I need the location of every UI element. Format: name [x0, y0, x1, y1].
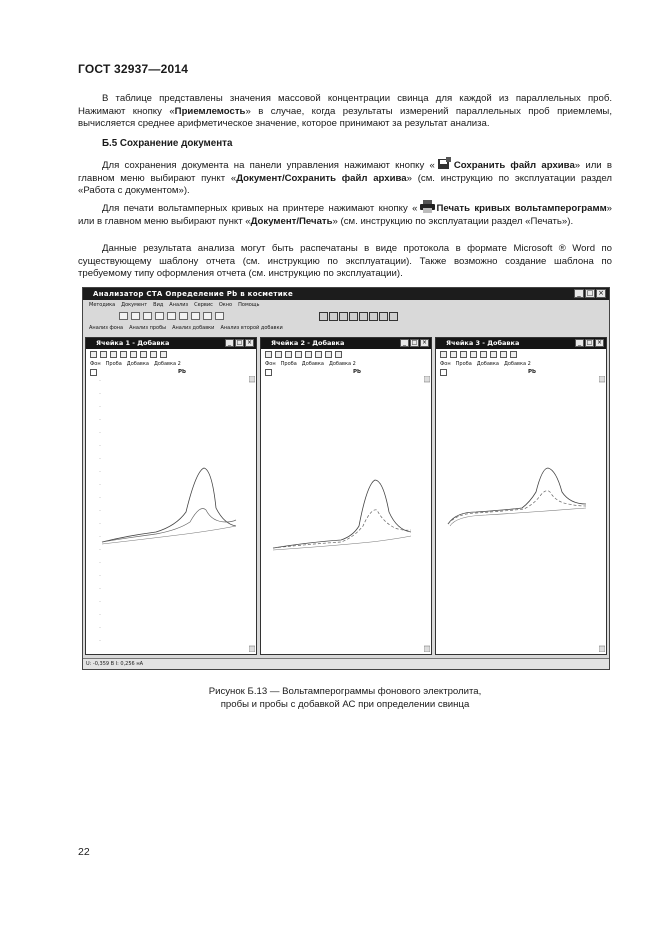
voltammogram-plot: [261, 376, 425, 654]
paragraph-print: [78, 200, 612, 228]
menu-help[interactable]: Помощь: [238, 302, 260, 308]
minimize-icon[interactable]: _: [400, 339, 409, 347]
method-icon[interactable]: [155, 312, 164, 320]
standard-header: ГОСТ 32937—2014: [78, 62, 189, 76]
tool-icon[interactable]: [305, 351, 312, 358]
p3-button-name: Печать кривых вольтамперограмм: [436, 203, 607, 214]
tool-icon[interactable]: [440, 351, 447, 358]
p2-text-a: Для сохранения документа на панели управления нажимают кнопку «: [102, 160, 435, 171]
maximize-icon[interactable]: □: [586, 339, 593, 346]
subtab-addition[interactable]: Добавка: [301, 361, 324, 367]
close-icon[interactable]: ×: [421, 339, 428, 346]
graph-tool-icon[interactable]: [389, 312, 398, 321]
tab-background-analysis[interactable]: Анализ фона: [89, 325, 124, 331]
cell-subtabs: [440, 361, 531, 367]
graph-tool-icon[interactable]: [359, 312, 368, 321]
paragraph-acceptability: [78, 93, 612, 131]
tool-icon[interactable]: [140, 351, 147, 358]
p2-text-c: » или в главном меню выбирают пункт «: [78, 160, 612, 184]
voltammogram-plot: [86, 376, 250, 654]
cell-subtabs: [265, 361, 356, 367]
cell-window-controls: [400, 339, 429, 347]
tool-icon[interactable]: [335, 351, 342, 358]
tool-icon[interactable]: [490, 351, 497, 358]
p2-button-name: Сохранить файл архива: [453, 160, 575, 171]
close-icon[interactable]: ×: [596, 289, 606, 298]
cell-window-titlebar: [86, 338, 256, 349]
printer-icon: [420, 200, 435, 213]
subtab-addition-2[interactable]: Добавка 2: [153, 361, 181, 367]
p1-button-name: Приемлемость: [174, 105, 246, 117]
tab-sample-analysis[interactable]: Анализ пробы: [129, 325, 167, 331]
tool-icon[interactable]: [100, 351, 107, 358]
cell-icon[interactable]: [90, 369, 97, 376]
cell-toolbar: [90, 351, 167, 358]
cell-window-3[interactable]: [435, 337, 607, 655]
caption-line-2: пробы и пробы с добавкой АС при определении свинца: [220, 698, 470, 710]
graph-tool-icon[interactable]: [349, 312, 358, 321]
p1-text-c: » в случае, когда результаты измерений параллельных проб приемлемы, вычисляется среднее арифметическое значение, которое принимают за результат анализа.: [78, 105, 612, 130]
tool-icon[interactable]: [450, 351, 457, 358]
menu-document[interactable]: Документ: [121, 302, 148, 308]
element-label: Pb: [353, 369, 361, 375]
figure-caption: [78, 686, 612, 711]
save-icon[interactable]: [143, 312, 152, 320]
menu-method[interactable]: Методика: [89, 302, 116, 308]
new-icon[interactable]: [119, 312, 128, 320]
tool-icon[interactable]: [500, 351, 507, 358]
tool-icon[interactable]: [130, 351, 137, 358]
subtab-background[interactable]: Фон: [90, 361, 101, 367]
cell-window-2[interactable]: [260, 337, 432, 655]
tool-icon[interactable]: [510, 351, 517, 358]
subtab-addition[interactable]: Добавка: [476, 361, 499, 367]
main-toolbar: [119, 312, 224, 320]
tool-icon[interactable]: [90, 351, 97, 358]
cell-toolbar: [265, 351, 342, 358]
tool-icon[interactable]: [160, 351, 167, 358]
app-menubar: [89, 302, 259, 308]
window-controls: [574, 289, 606, 298]
vertical-scrollbar[interactable]: [599, 376, 605, 652]
minimize-icon[interactable]: _: [574, 289, 584, 298]
vertical-scrollbar[interactable]: [424, 376, 430, 652]
menu-window[interactable]: Окно: [218, 302, 233, 308]
paragraph-save: [78, 157, 612, 198]
cell-toolbar: [440, 351, 517, 358]
open-icon[interactable]: [131, 312, 140, 320]
subtab-background[interactable]: Фон: [440, 361, 451, 367]
cell-window-title: Ячейка 3 - Добавка: [446, 339, 520, 347]
cell-subtabs: [90, 361, 181, 367]
tool-icon[interactable]: [275, 351, 282, 358]
analysis-tabs: [89, 325, 283, 331]
tab-second-addition-analysis[interactable]: Анализ второй добавки: [220, 325, 283, 331]
tool-icon[interactable]: [265, 351, 272, 358]
tool-icon[interactable]: [315, 351, 322, 358]
tool-icon[interactable]: [470, 351, 477, 358]
tool-icon[interactable]: [325, 351, 332, 358]
cell-icon[interactable]: [179, 312, 188, 320]
graph-tool-icon[interactable]: [339, 312, 348, 321]
subtab-addition-2[interactable]: Добавка 2: [328, 361, 356, 367]
cell-window-controls: [575, 339, 604, 347]
tool-icon[interactable]: [120, 351, 127, 358]
menu-analysis[interactable]: Анализ: [169, 302, 189, 308]
tool-icon[interactable]: [480, 351, 487, 358]
p3-menu-item: Документ/Печать: [250, 215, 333, 227]
tool-icon[interactable]: [295, 351, 302, 358]
minimize-icon[interactable]: _: [575, 339, 584, 347]
graph-toolbar: [319, 312, 398, 321]
maximize-icon[interactable]: □: [411, 339, 418, 346]
caption-line-1: Рисунок Б.13 — Вольтамперограммы фонового электролита,: [208, 686, 482, 697]
graph-tool-icon[interactable]: [329, 312, 338, 321]
help-icon[interactable]: [215, 312, 224, 320]
cell-window-1[interactable]: [85, 337, 257, 655]
menu-service[interactable]: Сервис: [194, 302, 213, 308]
drop-icon[interactable]: [167, 312, 176, 320]
element-label: Pb: [178, 369, 186, 375]
tool-icon[interactable]: [460, 351, 467, 358]
element-label: Pb: [528, 369, 536, 375]
cell-window-titlebar: [436, 338, 606, 349]
print-icon[interactable]: [191, 312, 200, 320]
p3-text-a: Для печати вольтамперных кривых на принтере нажимают кнопку «: [102, 203, 418, 214]
subtab-addition-2[interactable]: Добавка 2: [503, 361, 531, 367]
close-icon[interactable]: ×: [246, 339, 253, 346]
cell-icon[interactable]: [265, 369, 272, 376]
cell-window-titlebar: [261, 338, 431, 349]
maximize-icon[interactable]: □: [586, 289, 594, 297]
graph-tool-icon[interactable]: [379, 312, 388, 321]
save-archive-icon: [437, 157, 452, 170]
vertical-scrollbar[interactable]: [249, 376, 255, 652]
tool-icon[interactable]: [110, 351, 117, 358]
cell-window-controls: [225, 339, 254, 347]
cell-window-title: Ячейка 2 - Добавка: [271, 339, 345, 347]
p2-menu-item: Документ/Сохранить файл архива: [236, 172, 407, 184]
software-screenshot: [82, 287, 610, 670]
p1-text-a: В таблице представлены значения массовой концентрации свинца для каждой из параллельных проб. Нажимают кнопку «: [78, 93, 612, 117]
graph-tool-icon[interactable]: [319, 312, 328, 321]
status-bar: U: -0,359 В I: 0,256 нА: [83, 658, 609, 669]
p2-text-e: » (см. инструкцию по эксплуатации раздел «Работа с документом»).: [78, 172, 613, 197]
page-number: 22: [78, 846, 90, 858]
voltammogram-plot: [436, 376, 600, 654]
p3-text-c: » или в главном меню выбирают пункт «: [78, 203, 613, 227]
tool-icon[interactable]: [285, 351, 292, 358]
subtab-sample[interactable]: Проба: [280, 361, 297, 367]
close-icon[interactable]: ×: [596, 339, 603, 346]
app-title: Анализатор СТА Определение Pb в косметике: [93, 290, 294, 298]
subtab-background[interactable]: Фон: [265, 361, 276, 367]
cell-icon[interactable]: [440, 369, 447, 376]
tab-addition-analysis[interactable]: Анализ добавки: [172, 325, 215, 331]
minimize-icon[interactable]: _: [225, 339, 234, 347]
tool-icon[interactable]: [150, 351, 157, 358]
maximize-icon[interactable]: □: [236, 339, 243, 346]
subtab-sample[interactable]: Проба: [105, 361, 122, 367]
section-title: Б.5 Сохранение документа: [102, 138, 233, 149]
subtab-sample[interactable]: Проба: [455, 361, 472, 367]
cell-window-title: Ячейка 1 - Добавка: [96, 339, 170, 347]
menu-view[interactable]: Вид: [153, 302, 164, 308]
p3-text-e: » (см. инструкцию по эксплуатации раздел «Печать»).: [332, 215, 574, 227]
graph-tool-icon[interactable]: [369, 312, 378, 321]
subtab-addition[interactable]: Добавка: [126, 361, 149, 367]
table-icon[interactable]: [203, 312, 212, 320]
app-titlebar: [83, 288, 609, 300]
paragraph-report: Данные результата анализа могут быть распечатаны в виде протокола в формате Microsoft ® Word по существующему шаблону отчета (см. инструкцию по эксплуатации). Также возможно создание шаблона по требуемому типу оформления отчета (см. инструкцию по эксплуатации).: [78, 243, 612, 280]
